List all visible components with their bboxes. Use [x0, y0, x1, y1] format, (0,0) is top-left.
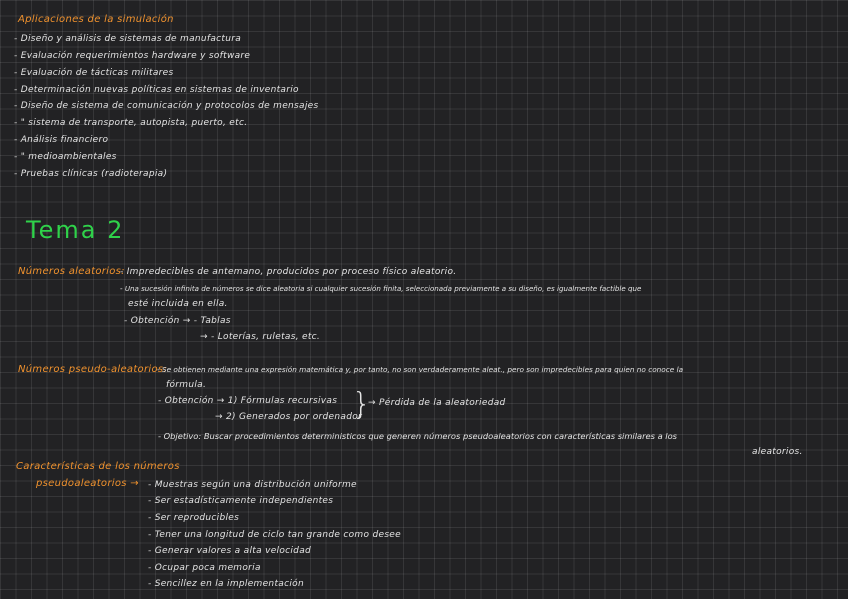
pseudo-line: → Pérdida de la aleatoriedad	[368, 398, 506, 408]
list-item: - Pruebas clínicas (radioterapia)	[14, 169, 168, 179]
label-caracteristicas-2: pseudoaleatorios →	[36, 478, 139, 489]
aleatorios-line: → - Loterías, ruletas, etc.	[200, 332, 321, 342]
list-item: - Tener una longitud de ciclo tan grande como desee	[148, 530, 401, 540]
list-item: - Evaluación requerimientos hardware y software	[14, 51, 251, 61]
list-item: - Ser estadísticamente independientes	[148, 496, 334, 506]
list-item: - Determinación nuevas políticas en sistemas de inventario	[14, 85, 299, 95]
pseudo-line: → 2) Generados por ordenador	[215, 412, 363, 422]
aleatorios-line: - Impredecibles de antemano, producidos por proceso físico aleatorio.	[120, 267, 457, 277]
list-item: - Ocupar poca memoria	[148, 563, 261, 573]
aleatorios-line: - Una sucesión infinita de números se dice aleatoria si cualquier sucesión finita, seleccionada previamente a su diseño, es igualmente factible que	[120, 284, 642, 293]
aleatorios-line: - Obtención → - Tablas	[124, 316, 231, 326]
aleatorios-line: esté incluida en ella.	[128, 299, 228, 309]
label-caracteristicas: Características de los números	[16, 461, 180, 472]
section-title-aplicaciones: Aplicaciones de la simulación	[18, 14, 174, 25]
label-aleatorios: Números aleatorios:	[18, 266, 125, 277]
list-item: - Diseño de sistema de comunicación y protocolos de mensajes	[14, 101, 319, 111]
page-title: Tema 2	[26, 216, 125, 244]
pseudo-line: - Objetivo: Buscar procedimientos deterministicos que generen números pseudoaleatorios con características similares a los	[158, 431, 678, 441]
list-item: - " sistema de transporte, autopista, puerto, etc.	[14, 118, 248, 128]
label-pseudo: Números pseudo-aleatorios:	[18, 364, 168, 375]
list-item: - " medioambientales	[14, 152, 117, 162]
list-item: - Evaluación de tácticas militares	[14, 68, 174, 78]
list-item: - Ser reproducibles	[148, 513, 240, 523]
pseudo-line: fórmula.	[166, 380, 207, 390]
pseudo-line: - Obtención → 1) Fórmulas recursivas	[158, 396, 338, 406]
pseudo-line: - Se obtienen mediante una expresión matemática y, por tanto, no son verdaderamente aleat., pero son impredecibles para quien no conoce la	[157, 365, 684, 374]
list-item: - Diseño y análisis de sistemas de manufactura	[14, 34, 242, 44]
list-item: - Muestras según una distribución uniforme	[148, 480, 357, 490]
list-item: - Sencillez en la implementación	[148, 579, 304, 589]
list-item: - Análisis financiero	[14, 135, 109, 145]
list-item: - Generar valores a alta velocidad	[148, 546, 312, 556]
pseudo-line: aleatorios.	[752, 447, 803, 457]
brace-icon: }	[352, 387, 372, 422]
